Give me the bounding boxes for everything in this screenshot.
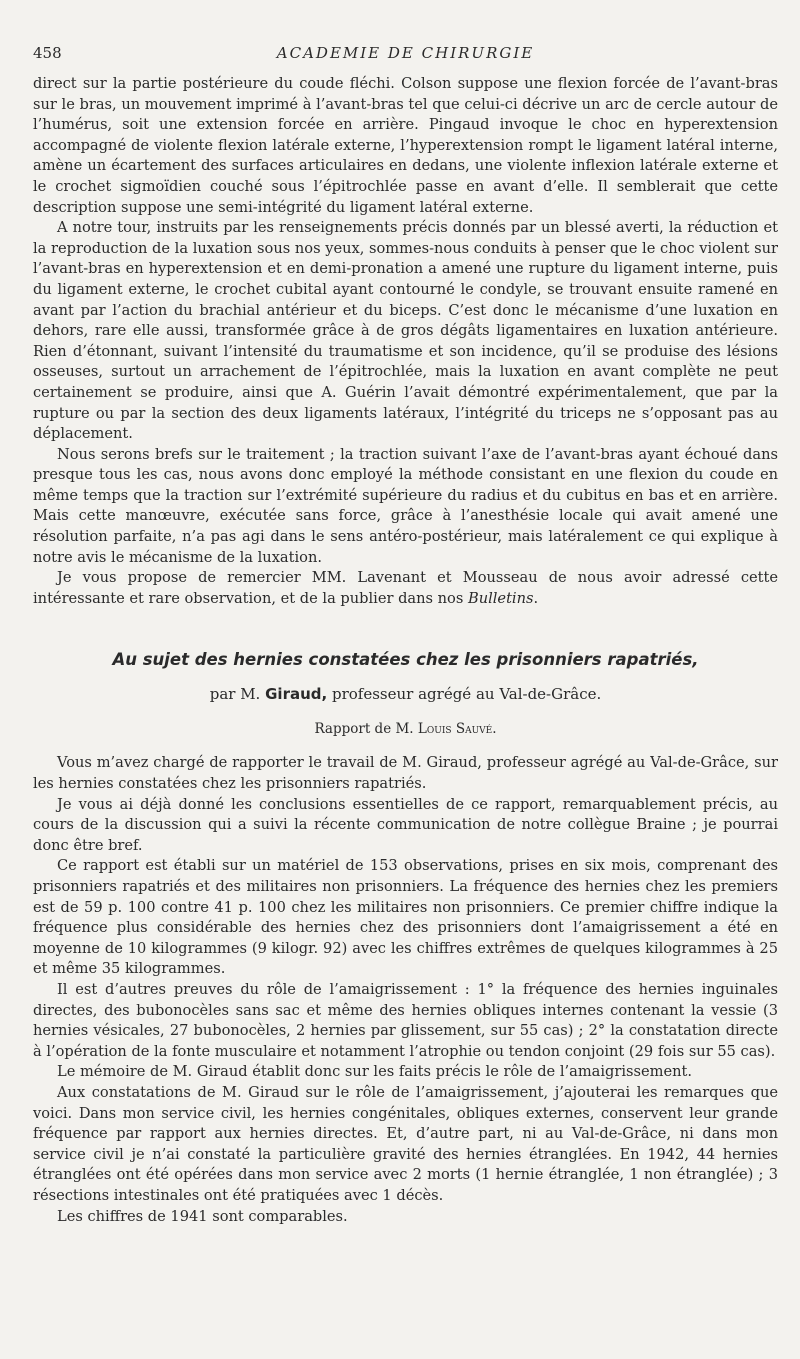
author-title: professeur agrégé au Val-de-Grâce. xyxy=(332,685,602,704)
rapport-prefix: Rapport de M. xyxy=(314,721,414,738)
paragraph: direct sur la partie postérieure du coude fléchi. Colson suppose une flexion forcée de l’avant-bras sur le bras, un mouvement imprimé à l’avant-bras tel que celui-ci décrive un arc de cercle autour de l’humérus, soit une extension forcée en arrière. Pingaud invoque le choc en hyperextension accompagné de violente flexion latérale externe, l’hyperextension rompt le ligament latéral interne, amène un écartement des surfaces articulaires en dedans, une violente inflexion latérale externe et le crochet sigmoïdien couché sous l’épitrochlée passe en avant d’elle. Il semblerait que cette description suppose une semi-intégrité du ligament latéral externe. xyxy=(33,75,778,216)
paragraph: Les chiffres de 1941 sont comparables. xyxy=(57,1207,348,1225)
paragraph: Aux constatations de M. Giraud sur le rôle de l’amaigrissement, j’ajouterai les remarques que voici. Dans mon service civil, les hernies congénitales, obliques externes, conservent leur grande fréquence par rapport aux hernies directes. Et, d’autre part, ni au Val-de-Grâce, ni dans mon service civil je n’ai constaté la particulière gravité des hernies étranglées. En 1942, 44 hernies étranglées ont été opérées dans mon service avec 2 morts (1 hernie étranglée, 1 non étranglée) ; 3 résections intestinales ont été pratiquées avec 1 décès. xyxy=(33,1083,778,1204)
paragraph: Vous m’avez chargé de rapporter le travail de M. Giraud, professeur agrégé au Val-de-Grâce, sur les hernies constatées chez les prisonniers rapatriés. xyxy=(33,754,778,793)
paragraph: Je vous ai déjà donné les conclusions essentielles de ce rapport, remarquablement précis, au cours de la discussion qui a suivi la récente communication de notre collègue Braine ; je pourrai donc être bref. xyxy=(33,795,778,854)
article-title: Au sujet des hernies constatées chez les prisonniers rapatriés, xyxy=(112,650,699,670)
journal-title: ACADEMIE DE CHIRURGIE xyxy=(276,44,535,62)
paragraph-text: Je vous propose de remercier MM. Lavenant et Mousseau de nous avoir adressé cette intéressante et rare observation, et de la publier dans nos xyxy=(33,569,778,607)
running-header xyxy=(33,40,778,74)
page-number: 458 xyxy=(33,44,62,62)
paragraph: Il est d’autres preuves du rôle de l’amaigrissement : 1° la fréquence des hernies inguinales directes, des bubonocèles sans sac et même des hernies obliques internes contenant la vessie (3 hernies vésicales, 27 bubonocèles, 2 hernies par glissement, sur 55 cas) ; 2° la constatation directe à l’opération de la fonte musculaire et notamment l’atrophie ou tendon conjoint (29 fois sur 55 cas). xyxy=(33,980,778,1060)
paragraph xyxy=(33,568,778,609)
byline-par: par M. xyxy=(209,685,261,704)
paragraph: Nous serons brefs sur le traitement ; la traction suivant l’axe de l’avant-bras ayant échoué dans presque tous les cas, nous avons donc employé la méthode consistant en une flexion du coude en même temps que la traction sur l’extrémité supérieure du radius et du cubitus en bas et en arrière. Mais cette manœuvre, exécutée sans force, grâce à l’anesthésie locale qui avait amené une résolution parfaite, n’a pas agi dans le sens antéro-postérieur, mais latéralement ce qui explique à notre avis le mécanisme de la luxation. xyxy=(33,445,778,566)
bulletins-italic: Bulletins xyxy=(467,589,534,607)
byline xyxy=(33,683,778,705)
rapport-line xyxy=(33,719,778,739)
rapporteur-name: Louis Sauvé. xyxy=(417,721,497,738)
paragraph: Le mémoire de M. Giraud établit donc sur les faits précis le rôle de l’amaigrissement. xyxy=(57,1063,693,1081)
author-name: Giraud, xyxy=(265,685,328,704)
paragraph: Ce rapport est établi sur un matériel de 153 observations, prises en six mois, comprenant des prisonniers rapatriés et des militaires non prisonniers. La fréquence des hernies chez les premiers est de 59 p. 100 contre 41 p. 100 chez les militaires non prisonniers. Ce premier chiffre indique la fréquence plus considérable des hernies chez des prisonniers dont l’amaigrissement a été en moyenne de 10 kilogrammes (9 kilogr. 92) avec les chiffres extrêmes de quelques kilogrammes à 25 et même 35 kilogrammes. xyxy=(33,857,778,978)
paragraph-end: . xyxy=(533,589,539,607)
paragraph: A notre tour, instruits par les renseignements précis donnés par un blessé averti, la réduction et la reproduction de la luxation sous nos yeux, sommes-nous conduits à penser que le choc violent sur l’avant-bras en hyperextension et en demi-pronation a amené une rupture du ligament interne, puis du ligament externe, le crochet cubital ayant contourné le condyle, se trouvant ensuite ramené en avant par l’action du brachial antérieur et du biceps. C’est donc le mécanisme d’une luxation en dehors, rare elle aussi, transformée grâce à de gros dégâts ligamentaires en luxation antérieure. Rien d’étonnant, suivant l’intensité du traumatisme et son incidence, qu’il se produise des lésions osseuses, surtout un arrachement de l’épitrochlée, mais la luxation en avant complète ne peut certainement se produire, ainsi que A. Guérin l’avait démontré expérimentalement, que par la rupture ou par la section des deux ligaments latéraux, l’intégrité du triceps ne s’opposant pas au déplacement. xyxy=(33,219,778,443)
